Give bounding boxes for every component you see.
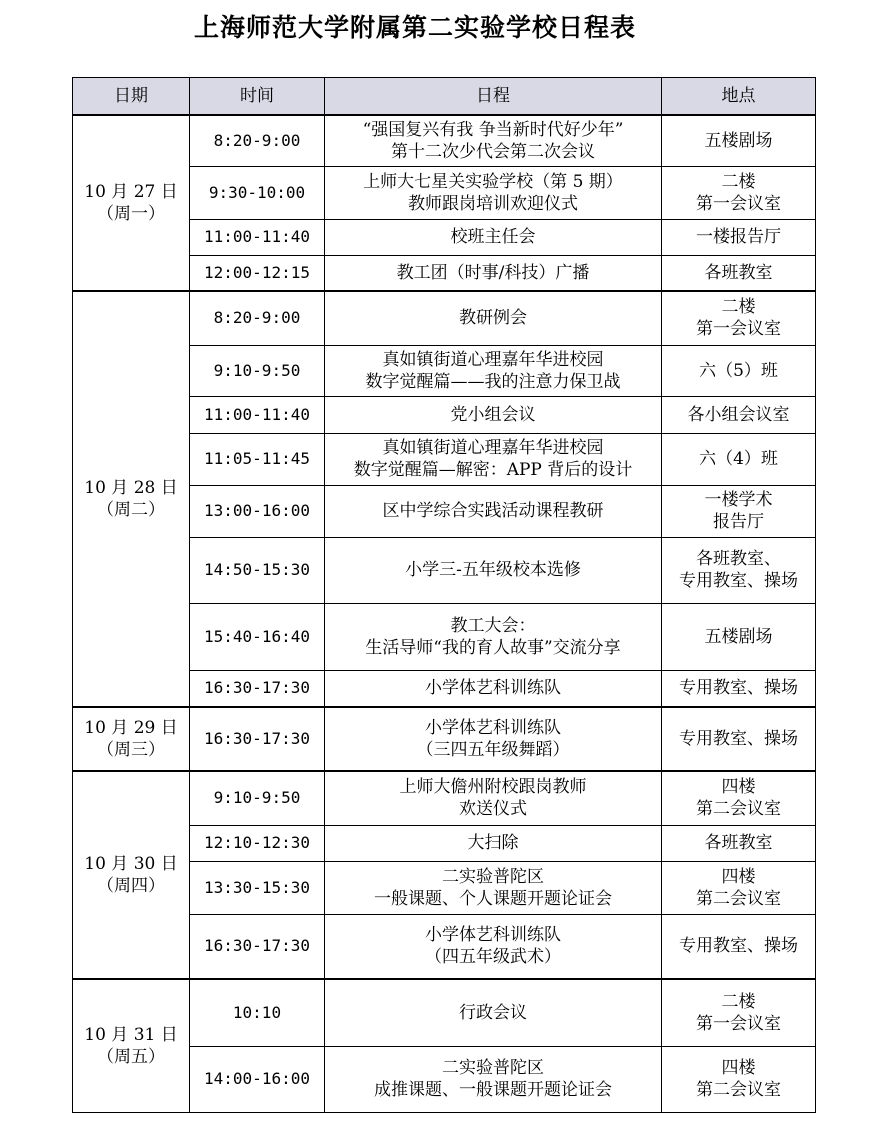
location-cell: 一楼学术 报告厅 bbox=[662, 485, 816, 537]
time-cell: 8:20-9:00 bbox=[190, 291, 325, 345]
date-cell: 10 月 29 日 （周三） bbox=[73, 707, 190, 771]
time-cell: 16:30-17:30 bbox=[190, 670, 325, 707]
table-row bbox=[73, 707, 816, 771]
event-cell: 教工团（时事/科技）广播 bbox=[325, 255, 662, 291]
date-cell: 10 月 27 日 （周一） bbox=[73, 115, 190, 291]
event-cell: 小学体艺科训练队 （四五年级武术） bbox=[325, 914, 662, 979]
location-cell: 各班教室 bbox=[662, 825, 816, 861]
location-cell: 六（5）班 bbox=[662, 345, 816, 396]
location-cell: 二楼 第一会议室 bbox=[662, 979, 816, 1046]
event-cell: 真如镇街道心理嘉年华进校园 数字觉醒篇——我的注意力保卫战 bbox=[325, 345, 662, 396]
header-event: 日程 bbox=[325, 78, 662, 116]
event-cell: 上师大儋州附校跟岗教师 欢送仪式 bbox=[325, 771, 662, 825]
location-cell: 五楼剧场 bbox=[662, 115, 816, 166]
location-cell: 各班教室、 专用教室、操场 bbox=[662, 537, 816, 603]
time-cell: 12:00-12:15 bbox=[190, 255, 325, 291]
time-cell: 12:10-12:30 bbox=[190, 825, 325, 861]
header-date: 日期 bbox=[73, 78, 190, 116]
event-cell: 大扫除 bbox=[325, 825, 662, 861]
time-cell: 15:40-16:40 bbox=[190, 603, 325, 670]
time-cell: 13:00-16:00 bbox=[190, 485, 325, 537]
schedule-body bbox=[73, 115, 816, 1112]
page-title: 上海师范大学附属第二实验学校日程表 bbox=[193, 13, 636, 42]
event-cell: 小学三-五年级校本选修 bbox=[325, 537, 662, 603]
event-cell: 二实验普陀区 一般课题、个人课题开题论证会 bbox=[325, 861, 662, 914]
location-cell: 一楼报告厅 bbox=[662, 219, 816, 255]
event-cell: 行政会议 bbox=[325, 979, 662, 1046]
table-row bbox=[73, 291, 816, 345]
location-cell: 二楼 第一会议室 bbox=[662, 166, 816, 219]
time-cell: 16:30-17:30 bbox=[190, 707, 325, 771]
event-cell: “强国复兴有我 争当新时代好少年” 第十二次少代会第二次会议 bbox=[325, 115, 662, 166]
header-location: 地点 bbox=[662, 78, 816, 116]
location-cell: 专用教室、操场 bbox=[662, 670, 816, 707]
location-cell: 四楼 第二会议室 bbox=[662, 1046, 816, 1112]
time-cell: 16:30-17:30 bbox=[190, 914, 325, 979]
header-row bbox=[73, 78, 816, 116]
location-cell: 四楼 第二会议室 bbox=[662, 771, 816, 825]
event-cell: 教研例会 bbox=[325, 291, 662, 345]
time-cell: 13:30-15:30 bbox=[190, 861, 325, 914]
location-cell: 二楼 第一会议室 bbox=[662, 291, 816, 345]
time-cell: 14:50-15:30 bbox=[190, 537, 325, 603]
location-cell: 各班教室 bbox=[662, 255, 816, 291]
location-cell: 六（4）班 bbox=[662, 433, 816, 485]
time-cell: 11:00-11:40 bbox=[190, 396, 325, 433]
schedule-table bbox=[72, 77, 816, 1113]
event-cell: 区中学综合实践活动课程教研 bbox=[325, 485, 662, 537]
event-cell: 校班主任会 bbox=[325, 219, 662, 255]
table-row bbox=[73, 115, 816, 166]
table-row bbox=[73, 979, 816, 1046]
time-cell: 11:00-11:40 bbox=[190, 219, 325, 255]
header-time: 时间 bbox=[190, 78, 325, 116]
event-cell: 小学体艺科训练队 （三四五年级舞蹈） bbox=[325, 707, 662, 771]
time-cell: 11:05-11:45 bbox=[190, 433, 325, 485]
time-cell: 14:00-16:00 bbox=[190, 1046, 325, 1112]
time-cell: 9:10-9:50 bbox=[190, 345, 325, 396]
event-cell: 真如镇街道心理嘉年华进校园 数字觉醒篇—解密：APP 背后的设计 bbox=[325, 433, 662, 485]
time-cell: 9:30-10:00 bbox=[190, 166, 325, 219]
date-cell: 10 月 31 日 （周五） bbox=[73, 979, 190, 1112]
event-cell: 二实验普陀区 成推课题、一般课题开题论证会 bbox=[325, 1046, 662, 1112]
event-cell: 小学体艺科训练队 bbox=[325, 670, 662, 707]
event-cell: 教工大会： 生活导师“我的育人故事”交流分享 bbox=[325, 603, 662, 670]
location-cell: 五楼剧场 bbox=[662, 603, 816, 670]
event-cell: 上师大七星关实验学校（第 5 期） 教师跟岗培训欢迎仪式 bbox=[325, 166, 662, 219]
date-cell: 10 月 30 日 （周四） bbox=[73, 771, 190, 979]
date-cell: 10 月 28 日 （周二） bbox=[73, 291, 190, 707]
table-row bbox=[73, 771, 816, 825]
location-cell: 四楼 第二会议室 bbox=[662, 861, 816, 914]
time-cell: 8:20-9:00 bbox=[190, 115, 325, 166]
location-cell: 专用教室、操场 bbox=[662, 707, 816, 771]
location-cell: 各小组会议室 bbox=[662, 396, 816, 433]
time-cell: 9:10-9:50 bbox=[190, 771, 325, 825]
event-cell: 党小组会议 bbox=[325, 396, 662, 433]
location-cell: 专用教室、操场 bbox=[662, 914, 816, 979]
time-cell: 10:10 bbox=[190, 979, 325, 1046]
